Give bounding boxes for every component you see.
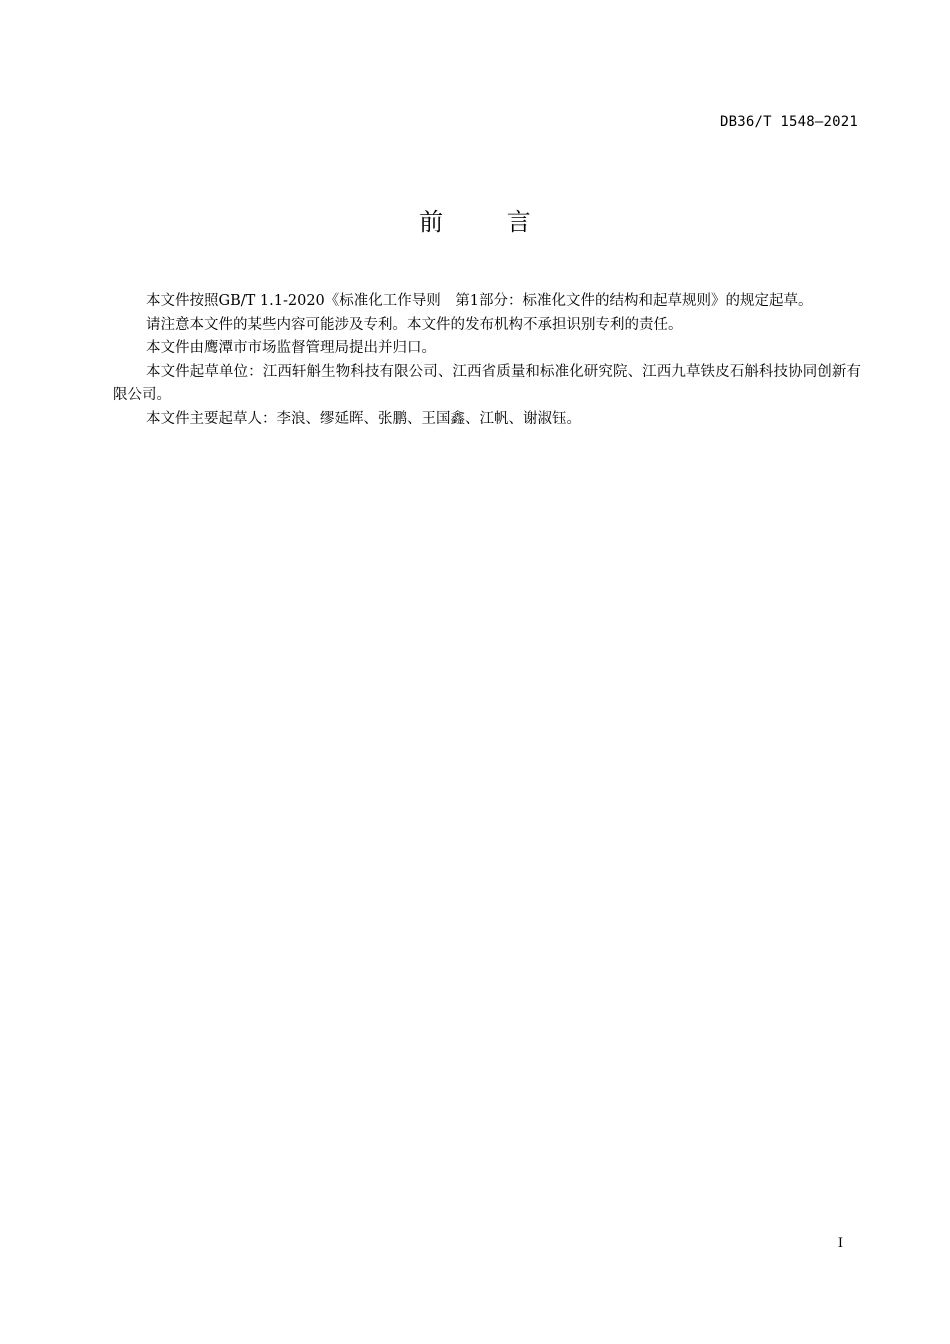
- paragraph-standard-basis: 本文件按照GB/T 1.1-2020《标准化工作导则 第1部分：标准化文件的结构和起草规则》的规定起草。: [146, 293, 813, 309]
- paragraph-proposer: 本文件由鹰潭市市场监督管理局提出并归口。: [146, 340, 436, 356]
- paragraph-drafting-units: 本文件起草单位：江西轩斛生物科技有限公司、江西省质量和标准化研究院、江西九草铁皮石斛科技协同创新有限公司。: [113, 363, 861, 403]
- document-code: DB36/T 1548—2021: [719, 114, 858, 130]
- paragraph-patent-notice: 请注意本文件的某些内容可能涉及专利。本文件的发布机构不承担识别专利的责任。: [146, 316, 683, 333]
- page-number: I: [837, 1236, 843, 1251]
- paragraph-drafters: 本文件主要起草人：李浪、缪延晖、张鹏、王国鑫、江帆、谢淑钰。: [146, 410, 581, 427]
- foreword-body: [113, 290, 861, 431]
- page-title: 前 言: [419, 208, 559, 236]
